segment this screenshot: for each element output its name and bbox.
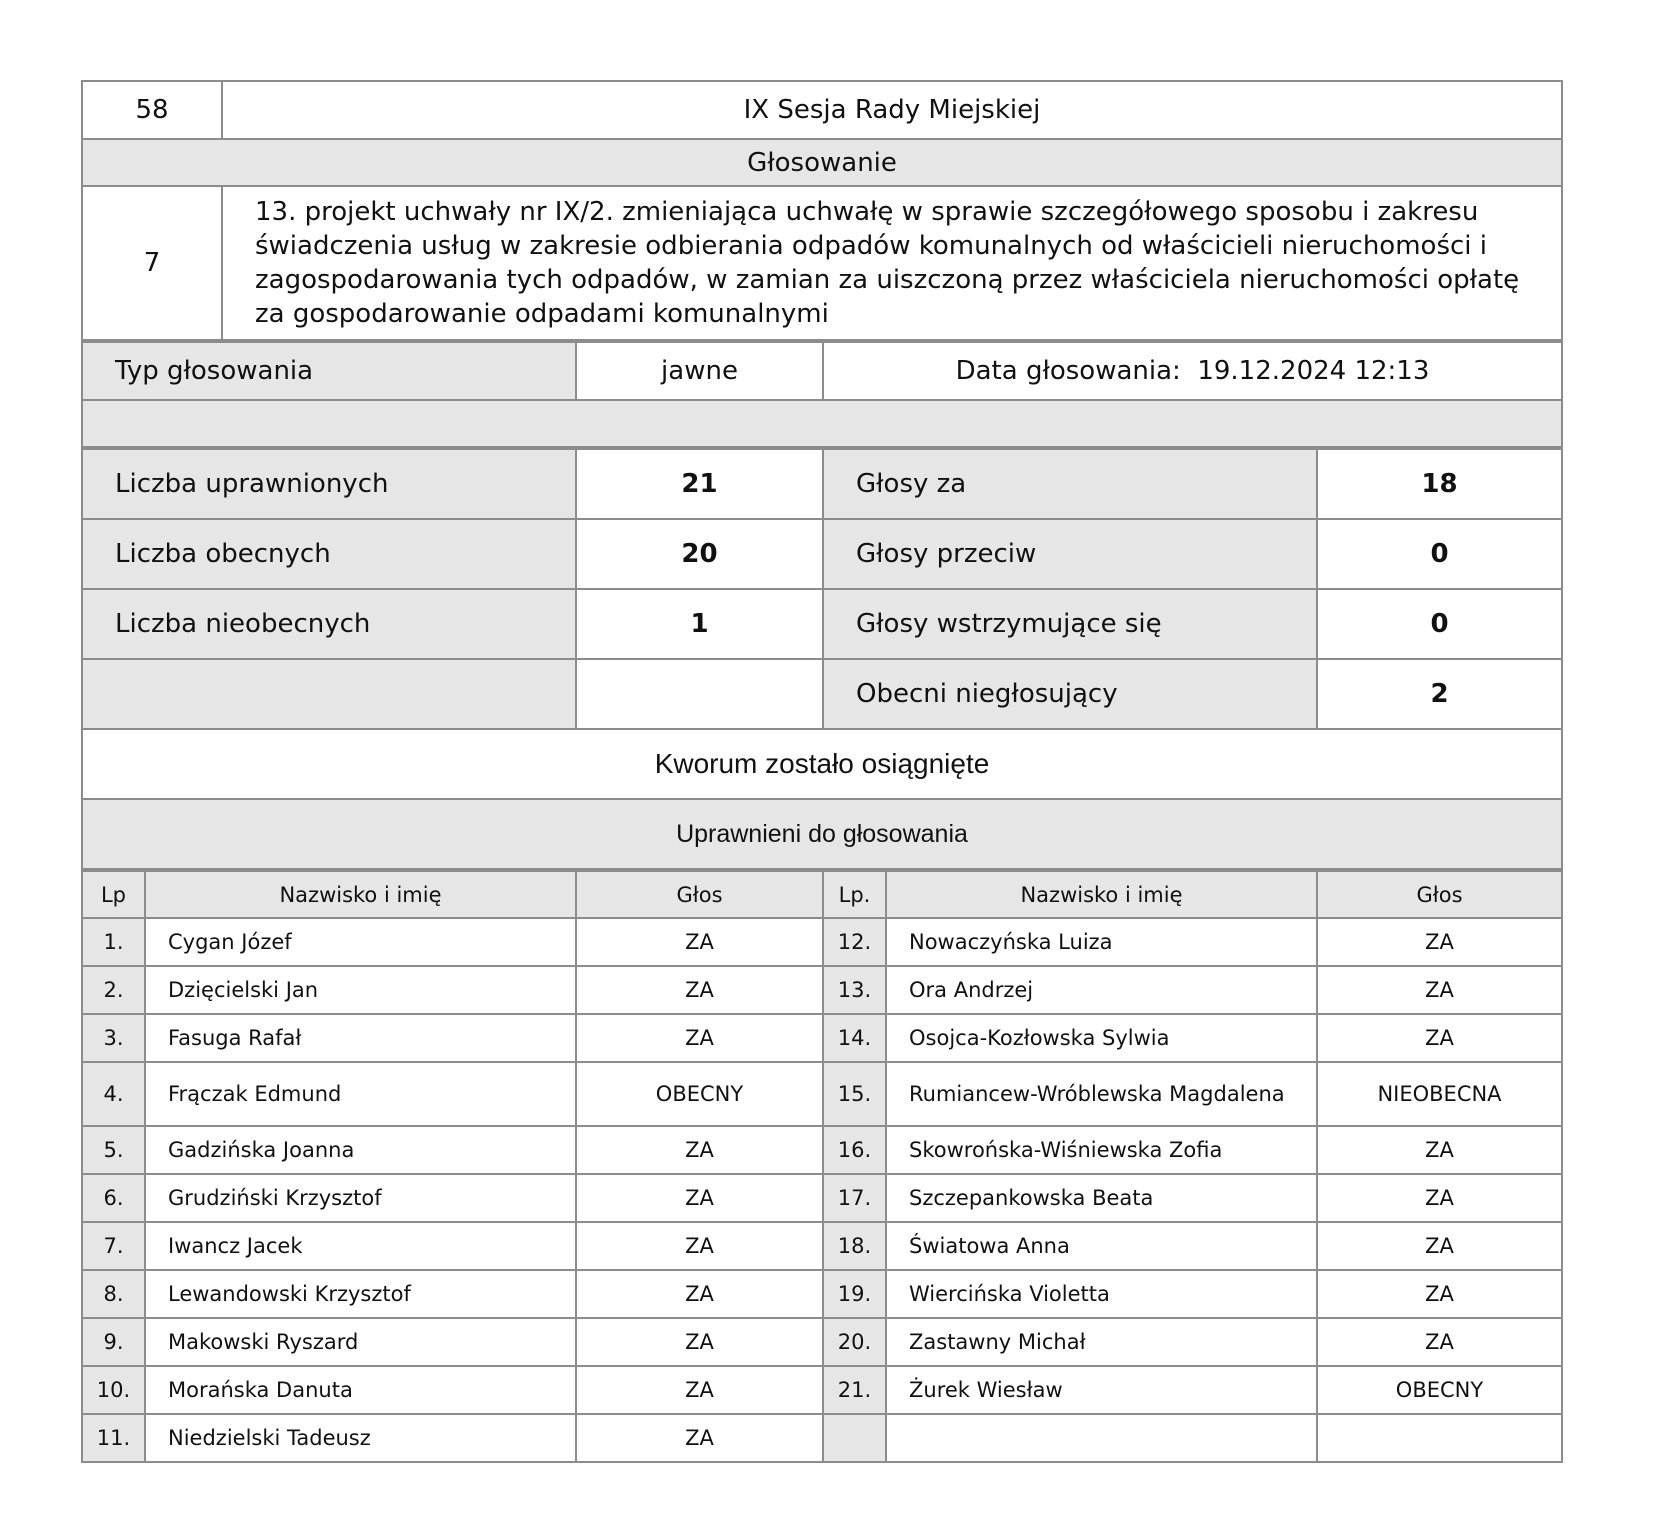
votes-for-value: 18 xyxy=(1317,449,1562,519)
row-name: Makowski Ryszard xyxy=(145,1318,576,1366)
row-vote: NIEOBECNA xyxy=(1317,1062,1562,1126)
table-row xyxy=(82,1366,1562,1414)
voting-document xyxy=(81,80,1561,1463)
col-header-vote: Głos xyxy=(576,871,823,918)
col-header-lp: Lp xyxy=(82,871,145,918)
eligible-label: Liczba uprawnionych xyxy=(82,449,576,519)
row-lp: 11. xyxy=(82,1414,145,1462)
row-lp: 9. xyxy=(82,1318,145,1366)
row-vote: ZA xyxy=(1317,1270,1562,1318)
row-lp: 3. xyxy=(82,1014,145,1062)
table-row xyxy=(82,1222,1562,1270)
item-number: 7 xyxy=(82,186,222,340)
row-name: Światowa Anna xyxy=(886,1222,1317,1270)
row-vote: ZA xyxy=(576,1014,823,1062)
row-name: Gadzińska Joanna xyxy=(145,1126,576,1174)
row-vote: ZA xyxy=(576,1414,823,1462)
row-vote: ZA xyxy=(576,966,823,1014)
row-name: Osojca-Kozłowska Sylwia xyxy=(886,1014,1317,1062)
voters-table xyxy=(81,870,1563,1463)
row-vote: ZA xyxy=(1317,1222,1562,1270)
row-lp: 16. xyxy=(823,1126,886,1174)
row-lp: 18. xyxy=(823,1222,886,1270)
empty-stat-label xyxy=(82,659,576,729)
present-value: 20 xyxy=(576,519,823,589)
table-row xyxy=(82,1126,1562,1174)
votes-against-label: Głosy przeciw xyxy=(823,519,1317,589)
abstain-value: 0 xyxy=(1317,589,1562,659)
row-name: Zastawny Michał xyxy=(886,1318,1317,1366)
row-lp: 8. xyxy=(82,1270,145,1318)
row-lp xyxy=(823,1414,886,1462)
row-vote: ZA xyxy=(576,1222,823,1270)
section-label: Głosowanie xyxy=(82,139,1562,186)
table-row xyxy=(82,1414,1562,1462)
row-vote: ZA xyxy=(576,918,823,966)
row-name: Wiercińska Violetta xyxy=(886,1270,1317,1318)
row-vote: ZA xyxy=(576,1366,823,1414)
abstain-label: Głosy wstrzymujące się xyxy=(823,589,1317,659)
eligible-value: 21 xyxy=(576,449,823,519)
nonvoting-value: 2 xyxy=(1317,659,1562,729)
row-lp: 20. xyxy=(823,1318,886,1366)
absent-value: 1 xyxy=(576,589,823,659)
vote-type-value: jawne xyxy=(576,342,823,400)
vote-type-label: Typ głosowania xyxy=(82,342,576,400)
row-lp: 1. xyxy=(82,918,145,966)
present-label: Liczba obecnych xyxy=(82,519,576,589)
row-name: Dzięcielski Jan xyxy=(145,966,576,1014)
col-header-name: Nazwisko i imię xyxy=(886,871,1317,918)
row-vote: ZA xyxy=(1317,1126,1562,1174)
row-name: Szczepankowska Beata xyxy=(886,1174,1317,1222)
table-row xyxy=(82,1014,1562,1062)
row-lp: 12. xyxy=(823,918,886,966)
spacer-row xyxy=(82,400,1562,447)
row-vote: ZA xyxy=(1317,1014,1562,1062)
row-lp: 21. xyxy=(823,1366,886,1414)
table-row xyxy=(82,966,1562,1014)
row-vote: OBECNY xyxy=(1317,1366,1562,1414)
row-vote: ZA xyxy=(576,1318,823,1366)
row-lp: 7. xyxy=(82,1222,145,1270)
table-row xyxy=(82,918,1562,966)
session-number: 58 xyxy=(82,81,222,139)
vote-date-label: Data głosowania: xyxy=(955,356,1181,386)
vote-info-table xyxy=(81,341,1563,448)
row-name: Rumiancew-Wróblewska Magdalena xyxy=(886,1062,1317,1126)
row-lp: 14. xyxy=(823,1014,886,1062)
row-name: Skowrońska-Wiśniewska Zofia xyxy=(886,1126,1317,1174)
vote-date-value: 19.12.2024 12:13 xyxy=(1197,356,1430,386)
row-lp: 2. xyxy=(82,966,145,1014)
empty-stat-value xyxy=(576,659,823,729)
row-name: Niedzielski Tadeusz xyxy=(145,1414,576,1462)
row-name: Iwancz Jacek xyxy=(145,1222,576,1270)
row-vote: ZA xyxy=(1317,918,1562,966)
row-lp: 10. xyxy=(82,1366,145,1414)
row-lp: 15. xyxy=(823,1062,886,1126)
col-header-vote: Głos xyxy=(1317,871,1562,918)
row-vote: ZA xyxy=(576,1270,823,1318)
col-header-name: Nazwisko i imię xyxy=(145,871,576,918)
row-vote xyxy=(1317,1414,1562,1462)
row-name: Nowaczyńska Luiza xyxy=(886,918,1317,966)
row-vote: ZA xyxy=(1317,966,1562,1014)
row-name: Morańska Danuta xyxy=(145,1366,576,1414)
row-lp: 6. xyxy=(82,1174,145,1222)
col-header-lp: Lp. xyxy=(823,871,886,918)
header-table xyxy=(81,80,1563,341)
row-lp: 19. xyxy=(823,1270,886,1318)
quorum-status: Kworum zostało osiągnięte xyxy=(82,729,1562,799)
item-description: 13. projekt uchwały nr IX/2. zmieniająca uchwałę w sprawie szczegółowego sposobu i zakresu świadczenia usług w zakresie odbierania odpadów komunalnych od właścicieli nieruchomości i zagospodarowania tych odpadów, w zamian za uiszczoną przez właściciela nieruchomości opłatę za gospodarowanie odpadami komunalnymi xyxy=(222,186,1562,340)
row-name: Frączak Edmund xyxy=(145,1062,576,1126)
row-name xyxy=(886,1414,1317,1462)
row-vote: ZA xyxy=(576,1126,823,1174)
row-lp: 13. xyxy=(823,966,886,1014)
voters-title: Uprawnieni do głosowania xyxy=(82,799,1562,869)
row-vote: ZA xyxy=(1317,1318,1562,1366)
row-lp: 5. xyxy=(82,1126,145,1174)
nonvoting-label: Obecni niegłosujący xyxy=(823,659,1317,729)
vote-date xyxy=(823,342,1562,400)
row-name: Ora Andrzej xyxy=(886,966,1317,1014)
table-row xyxy=(82,1318,1562,1366)
row-name: Lewandowski Krzysztof xyxy=(145,1270,576,1318)
row-name: Cygan Józef xyxy=(145,918,576,966)
table-row xyxy=(82,1174,1562,1222)
votes-for-label: Głosy za xyxy=(823,449,1317,519)
row-vote: ZA xyxy=(576,1174,823,1222)
row-name: Fasuga Rafał xyxy=(145,1014,576,1062)
row-name: Żurek Wiesław xyxy=(886,1366,1317,1414)
row-name: Grudziński Krzysztof xyxy=(145,1174,576,1222)
row-lp: 4. xyxy=(82,1062,145,1126)
row-vote: OBECNY xyxy=(576,1062,823,1126)
row-vote: ZA xyxy=(1317,1174,1562,1222)
stats-table xyxy=(81,448,1563,870)
table-row xyxy=(82,1270,1562,1318)
table-row xyxy=(82,1062,1562,1126)
votes-against-value: 0 xyxy=(1317,519,1562,589)
row-lp: 17. xyxy=(823,1174,886,1222)
absent-label: Liczba nieobecnych xyxy=(82,589,576,659)
session-title: IX Sesja Rady Miejskiej xyxy=(222,81,1562,139)
